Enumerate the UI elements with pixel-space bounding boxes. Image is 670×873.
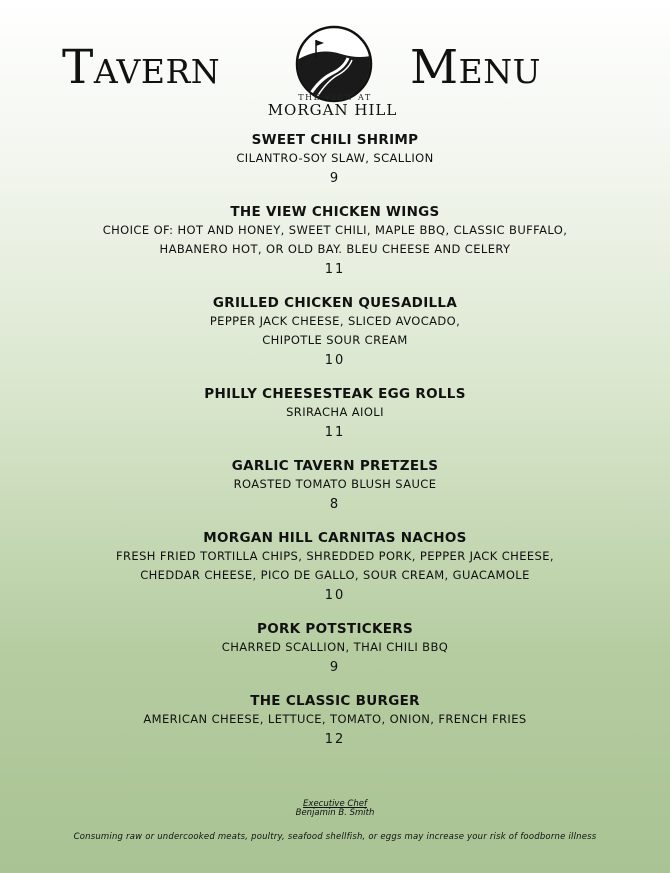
menu-item-name: SWEET CHILI SHRIMP [251, 132, 419, 148]
menu-item-price: 11 [324, 262, 346, 277]
title-left: Tavern [62, 40, 221, 95]
menu-item-name: PORK POTSTICKERS [257, 621, 413, 637]
menu-item [0, 692, 670, 749]
menu-item-description: CHARRED SCALLION, THAI CHILI BBQ [221, 640, 449, 654]
menu-item-description: AMERICAN CHEESE, LETTUCE, TOMATO, ONION, FRENCH FRIES [143, 712, 527, 726]
chef-credit [0, 800, 670, 818]
chef-name: Benjamin B. Smith [295, 808, 375, 818]
menu-item-description: PEPPER JACK CHEESE, SLICED AVOCADO, [209, 314, 461, 328]
menu-item-description: SRIRACHA AIOLI [286, 405, 384, 419]
menu-item-price: 10 [324, 588, 346, 603]
menu-item-name: THE VIEW CHICKEN WINGS [230, 204, 440, 220]
menu-item-name: MORGAN HILL CARNITAS NACHOS [203, 530, 467, 546]
menu-item-price: 10 [324, 353, 346, 368]
menu-item-description: HABANERO HOT, OR OLD BAY. BLEU CHEESE AND CELERY [159, 242, 511, 256]
menu-item-price: 8 [329, 497, 341, 512]
menu-item-price: 9 [329, 171, 341, 186]
menu-item-description: CHOICE OF: HOT AND HONEY, SWEET CHILI, MAPLE BBQ, CLASSIC BUFFALO, [102, 223, 568, 237]
menu-item-name: THE CLASSIC BURGER [250, 693, 420, 709]
menu-item-description: CHIPOTLE SOUR CREAM [262, 333, 408, 347]
menu-list [0, 131, 670, 764]
menu-item [0, 620, 670, 677]
menu-item-description: ROASTED TOMATO BLUSH SAUCE [233, 477, 437, 491]
menu-item-name: GARLIC TAVERN PRETZELS [231, 458, 439, 474]
menu-item-name: PHILLY CHEESESTEAK EGG ROLLS [204, 386, 466, 402]
logo-text-bottom: MORGAN HILL [267, 101, 398, 119]
menu-item-description: FRESH FRIED TORTILLA CHIPS, SHREDDED PORK, PEPPER JACK CHEESE, [116, 549, 554, 563]
menu-item [0, 457, 670, 514]
menu-item [0, 294, 670, 370]
menu-item [0, 203, 670, 279]
menu-item [0, 385, 670, 442]
chef-title: Executive Chef [303, 799, 367, 809]
food-safety-disclaimer: Consuming raw or undercooked meats, poultry, seafood shellfish, or eggs may increase your risk of foodborne illness [73, 832, 597, 842]
menu-item-name: GRILLED CHICKEN QUESADILLA [212, 295, 458, 311]
menu-item-price: 11 [324, 425, 346, 440]
title-right: Menu [410, 40, 541, 95]
menu-item-description: CILANTRO-SOY SLAW, SCALLION [236, 151, 434, 165]
logo-text-top: THE VIEW AT [298, 93, 372, 102]
menu-item-price: 12 [324, 732, 346, 747]
menu-item-price: 9 [329, 660, 341, 675]
menu-item [0, 131, 670, 188]
menu-item [0, 529, 670, 605]
menu-item-description: CHEDDAR CHEESE, PICO DE GALLO, SOUR CREAM, GUACAMOLE [140, 568, 530, 582]
